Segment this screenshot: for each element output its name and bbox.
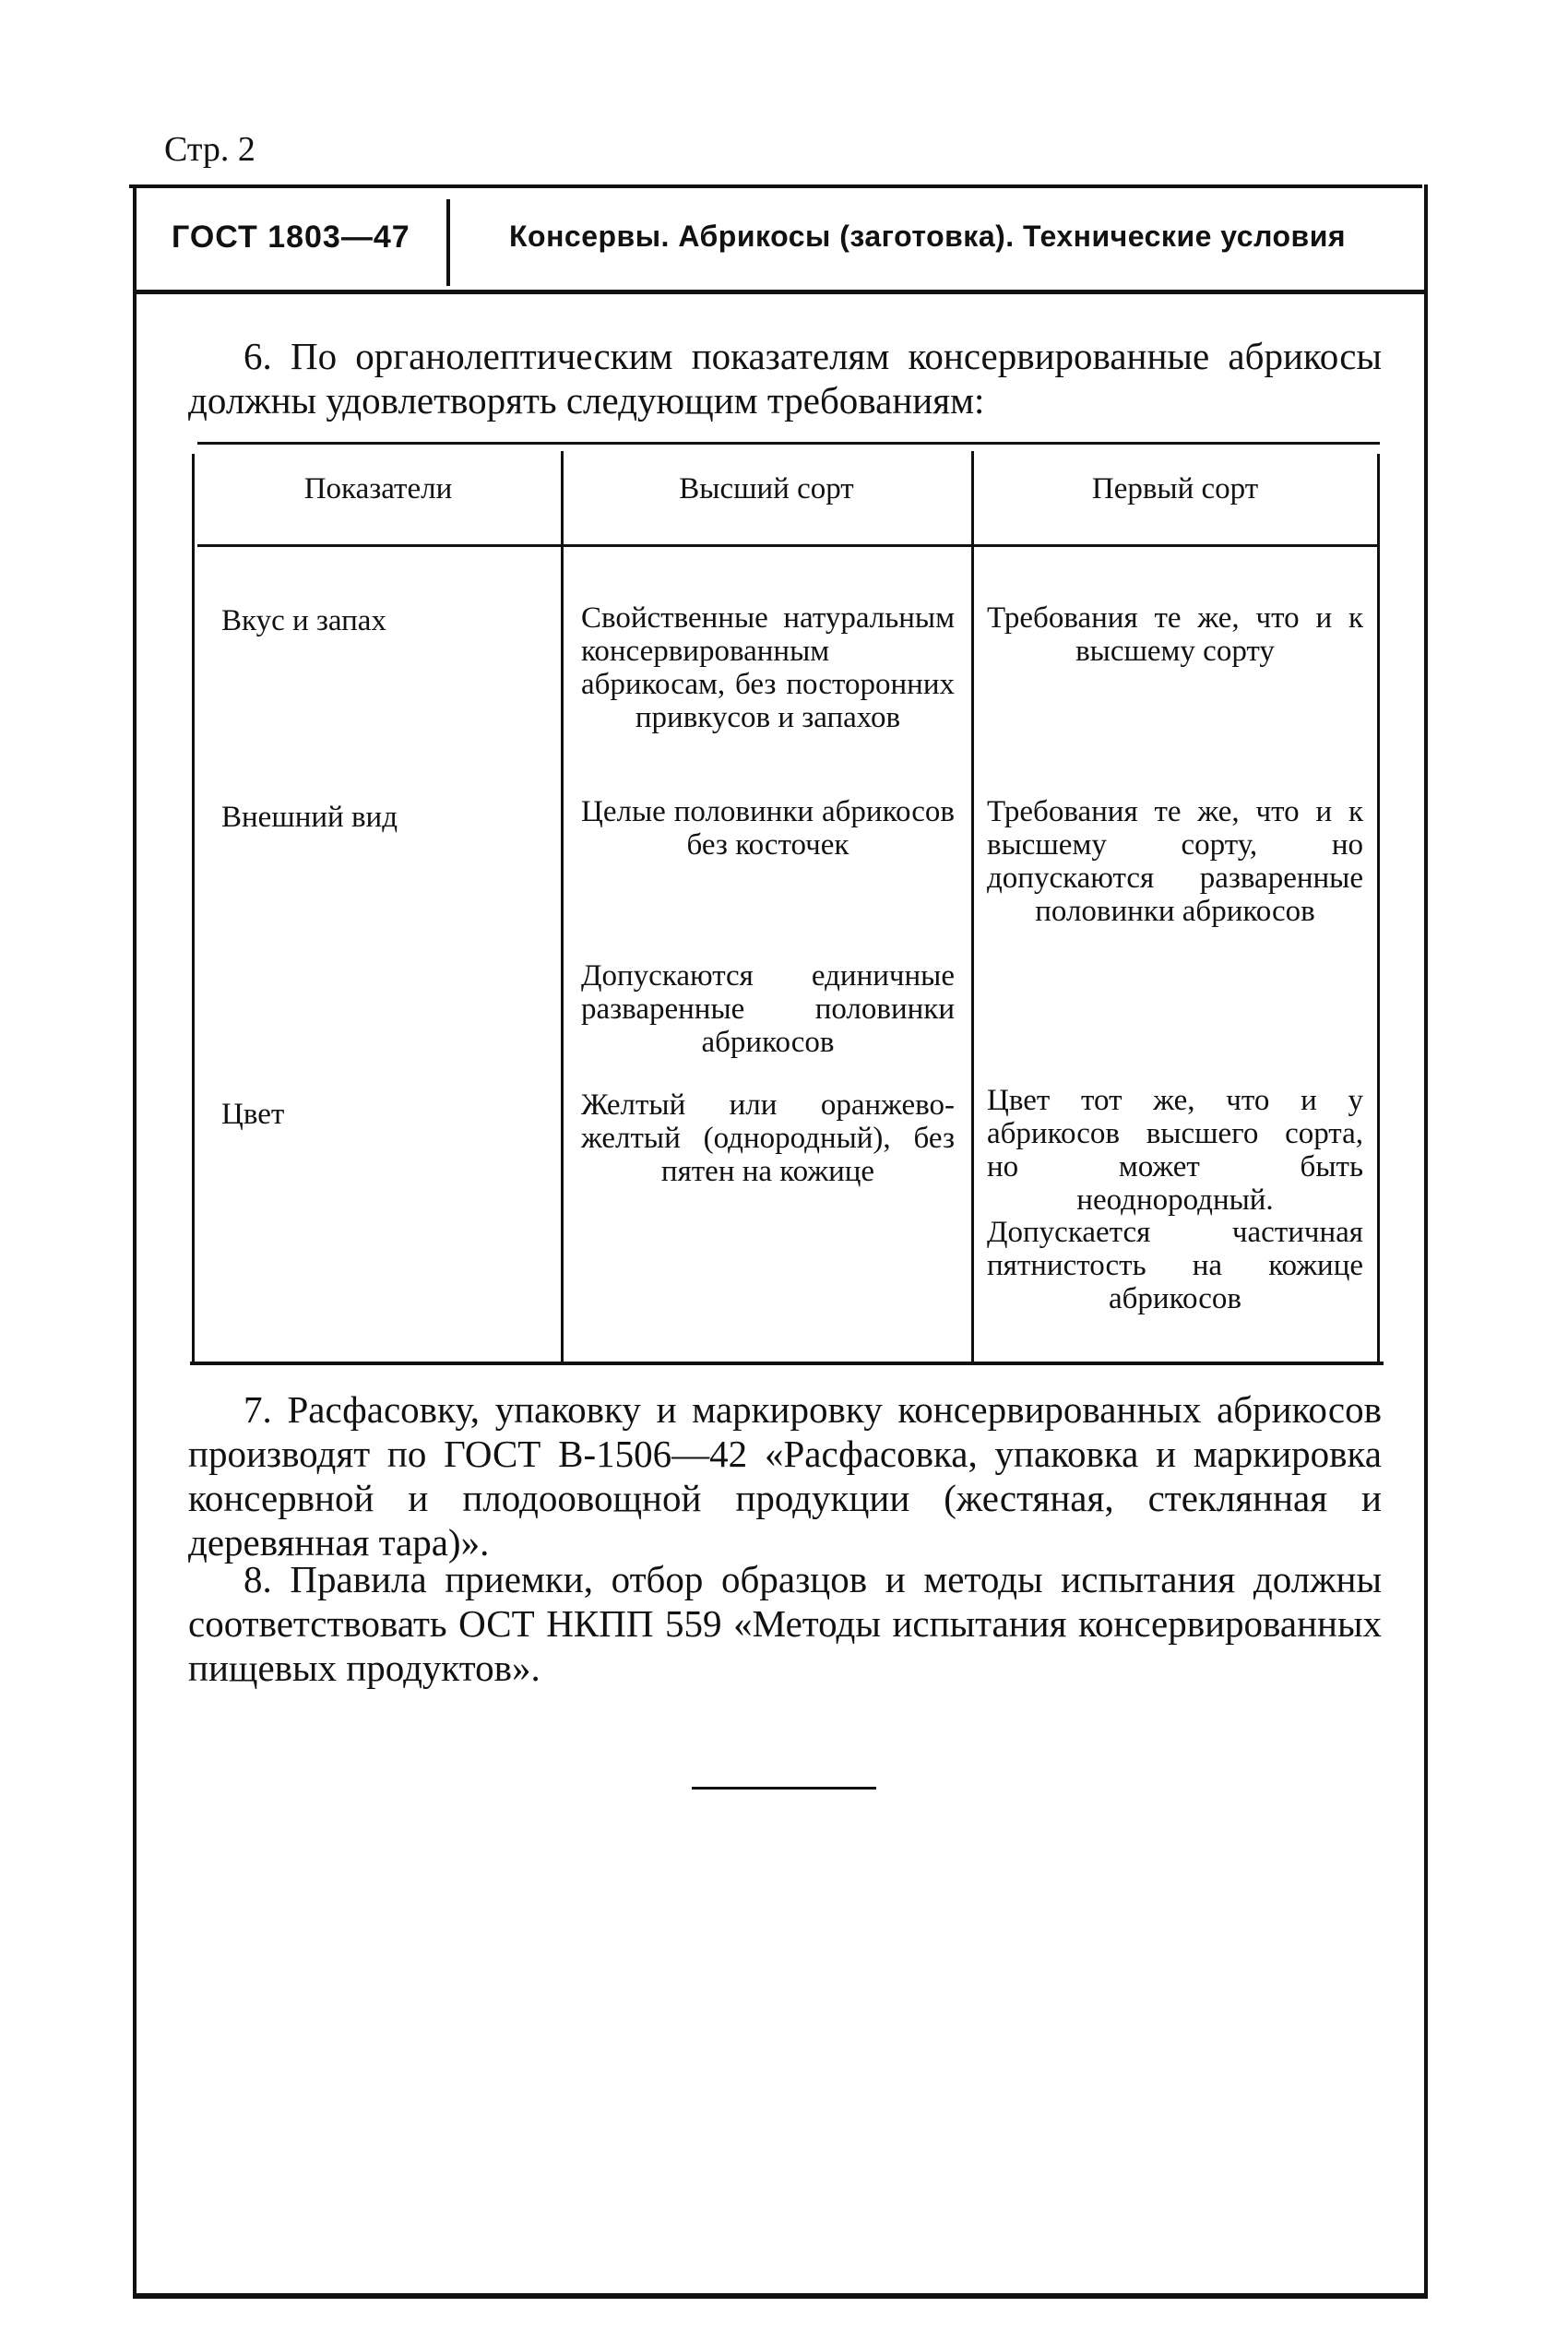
- top-grade-note: Допускаются единичные разваренные половинки абрикосов: [581, 959, 955, 1059]
- paragraph-6: 6. По органолептическим показателям консервированные абрикосы должны удовлетворять следующим требованиям:: [188, 335, 1382, 422]
- top-grade-cell: Свойственные натуральным консервированным абрикосам, без посторонних привкусов и запахов: [581, 601, 955, 734]
- standard-number: ГОСТ 1803—47: [172, 220, 410, 255]
- page-number: Стр. 2: [164, 130, 255, 169]
- column-header-top-grade: Высший сорт: [679, 472, 854, 505]
- standard-title: Консервы. Абрикосы (заготовка). Технические условия: [509, 220, 1347, 253]
- table-bottom-border: [190, 1362, 1384, 1365]
- paragraph-7: 7. Расфасовку, упаковку и маркировку консервированных абрикосов производят по ГОСТ В-1506—42 «Расфасовка, упаковка и маркировка консервной и плодоовощной продукции (жестяная, стеклянная и деревянная тара)».: [188, 1388, 1382, 1564]
- header-bottom-border: [133, 290, 1428, 294]
- column-header-first-grade: Первый сорт: [1091, 472, 1259, 505]
- first-grade-cell: Цвет тот же, что и у абрикосов высшего сорта, но может быть неоднородный.: [987, 1084, 1363, 1217]
- row-label: Внешний вид: [221, 801, 398, 834]
- table-header-border: [197, 544, 1380, 547]
- table-column-line: [192, 454, 195, 1362]
- frame-left-border: [133, 184, 137, 2297]
- row-label: Цвет: [221, 1098, 285, 1131]
- frame-top-border: [129, 184, 1422, 188]
- first-grade-cell: Требования те же, что и к высшему сорту, но допускаются разваренные половинки абрикосов: [987, 795, 1363, 928]
- first-grade-note: Допускается частичная пятнистость на кожице абрикосов: [987, 1216, 1363, 1315]
- header-divider: [446, 199, 450, 286]
- table-column-line: [1377, 454, 1380, 1362]
- first-grade-cell: Требования те же, что и к высшему сорту: [987, 601, 1363, 668]
- table-top-border: [197, 442, 1380, 445]
- table-column-line: [561, 451, 564, 1362]
- column-header-indicators: Показатели: [303, 472, 453, 505]
- frame-bottom-border: [133, 2293, 1428, 2299]
- end-rule: [692, 1787, 876, 1790]
- table-column-line: [971, 451, 974, 1362]
- row-label: Вкус и запах: [221, 604, 386, 637]
- top-grade-cell: Целые половинки абрикосов без косточек: [581, 795, 955, 862]
- paragraph-8: 8. Правила приемки, отбор образцов и методы испытания должны соответствовать ОСТ НКПП 559 «Методы испытания консервированных пищевых продуктов».: [188, 1558, 1382, 1689]
- top-grade-cell: Желтый или оранжево-желтый (однородный), без пятен на кожице: [581, 1088, 955, 1188]
- frame-right-border: [1424, 184, 1428, 2297]
